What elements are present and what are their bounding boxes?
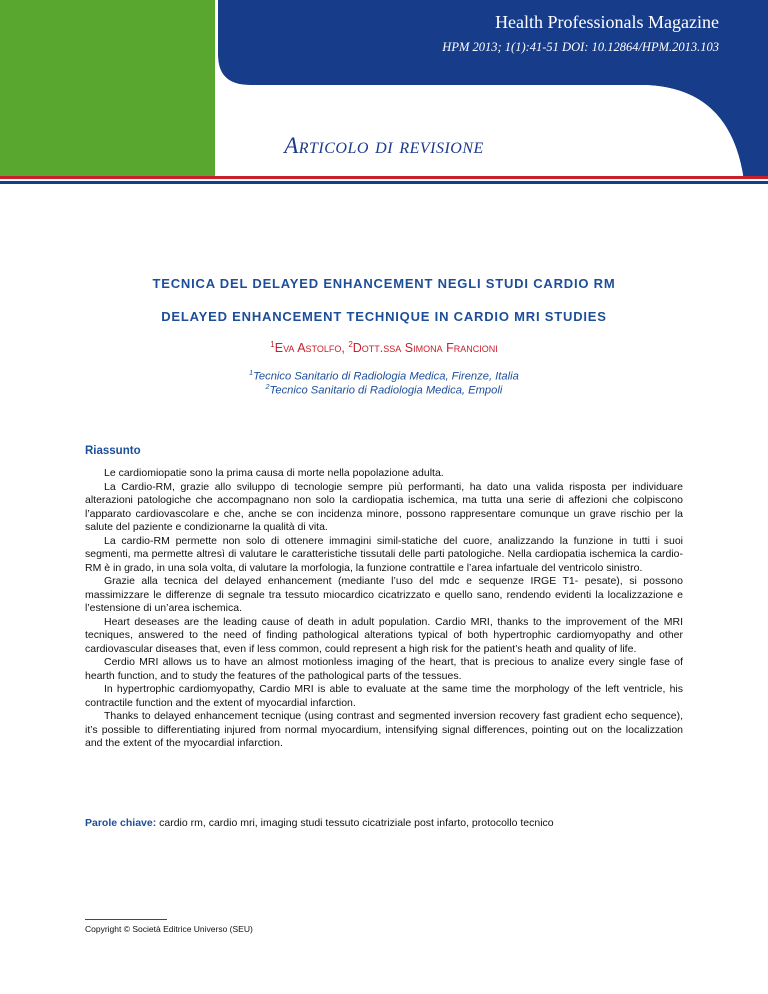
abstract-heading: Riassunto xyxy=(85,445,141,457)
copyright-notice: Copyright © Società Editrice Universo (SEU) xyxy=(85,924,253,934)
abstract-body xyxy=(85,467,683,751)
header-blue-stripe xyxy=(0,181,768,184)
affiliation-1-text: Tecnico Sanitario di Radiologia Medica, Firenze, Italia xyxy=(253,370,519,383)
keywords-text: cardio rm, cardio mri, imaging studi tessuto cicatriziale post infarto, protocollo tecnico xyxy=(159,817,554,829)
author-list: $^1$Eva Astolfo, $^2$Dott.ssa Simona Francioni xyxy=(270,340,498,356)
journal-header xyxy=(0,0,768,190)
author-1-sup: 1 xyxy=(270,340,275,349)
title-italian: TECNICA DEL DELAYED ENHANCEMENT NEGLI STUDI CARDIO RM xyxy=(152,276,616,291)
abstract-paragraph: Thanks to delayed enhancement tecnique (using contrast and segmented inversion recovery fast gradient echo sequence), it’s possible to differentiating injured from normal myocardium, intensifying signal differences, pointing out on the localizzation and the extent of the myocardial infarction. xyxy=(85,710,683,749)
journal-reference: HPM 2013; 1(1):41-51 DOI: 10.12864/HPM.2013.103 xyxy=(442,40,719,54)
affiliation-2-text: Tecnico Sanitario di Radiologia Medica, Empoli xyxy=(269,384,503,397)
affiliation-1-sup: 1 xyxy=(249,370,254,377)
abstract-paragraph: Le cardiomiopatie sono la prima causa di morte nella popolazione adulta. xyxy=(104,467,444,479)
header-green-band xyxy=(0,0,215,190)
article-type xyxy=(0,133,768,159)
affiliation-2-sup: 2 xyxy=(265,384,270,391)
abstract-paragraph: Cerdio MRI allows us to have an almost motionless imaging of the heart, that is precious to analize every single fase of hearth function, and to study the features of the pathological parts of the tessues. xyxy=(85,656,683,682)
affiliation-1 xyxy=(0,370,768,383)
author-2-sup: 2 xyxy=(348,340,353,349)
keywords-label: Parole chiave: xyxy=(85,817,157,829)
abstract-paragraph: Heart deseases are the leading cause of death in adult population. Cardio MRI, thanks to the improvement of the MRI tecniques, answered to the need of finding pathological alterations typical of both hypertrophic cardiomyopathy and other cardiovascular diseases that, even if less common, could represent a high risk for the patient’s heath and quality of life. xyxy=(85,615,683,655)
keywords xyxy=(85,817,683,829)
abstract-paragraph: Grazie alla tecnica del delayed enhancement (mediante l’uso del mdc e sequenze IRGE T1- pesate), si possono massimizzare le differenze di segnale tra tessuto miocardico cicatrizzato e quello sano, rendendo evidenti la localizzazione e l’estensione di un’area ischemica. xyxy=(85,575,683,614)
author-2-name: Dott.ssa Simona Francioni xyxy=(352,341,498,356)
journal-title: Health Professionals Magazine xyxy=(495,12,719,32)
affiliation-2 xyxy=(0,384,768,397)
author-1-name: Eva Astolfo xyxy=(274,341,342,356)
article-type-text: Articolo di revisione xyxy=(284,133,484,158)
abstract-paragraph: In hypertrophic cardiomyopathy, Cardio MRI is able to evaluate at the same time the morphology of the left ventricle, his contractile function and the extent of myocardial infarction. xyxy=(85,683,683,709)
title-english: DELAYED ENHANCEMENT TECHNIQUE IN CARDIO MRI STUDIES xyxy=(161,309,607,324)
abstract-paragraph: La cardio-RM permette non solo di ottenere immagini simil-statiche del cuore, analizzando la funzione in tutti i suoi segmenti, ma permette altresì di valutare le caratteristiche tissutali delle parti patologiche. Nella cardiopatia ischemica la cardio-RM è in grado, in una sola volta, di valutare la morfologia, la funzione contrattile e l’area infartuale del ventricolo sinistro. xyxy=(85,534,683,574)
header-red-stripe xyxy=(0,176,768,179)
footnote-rule xyxy=(85,919,167,920)
abstract-paragraph: La Cardio-RM, grazie allo sviluppo di tecnologie sempre più performanti, ha dato una valida risposta per individuare alterazioni patologiche che accompagnano non solo la cardiopatia ischemica, ma tutta una serie di affezioni che colpiscono l’apparato cardiovascolare e che, anche se con incidenza minore, possono rappresentare comunque un grave rischio per la salute del paziente e condizionarne la qualità di vita. xyxy=(85,480,683,533)
